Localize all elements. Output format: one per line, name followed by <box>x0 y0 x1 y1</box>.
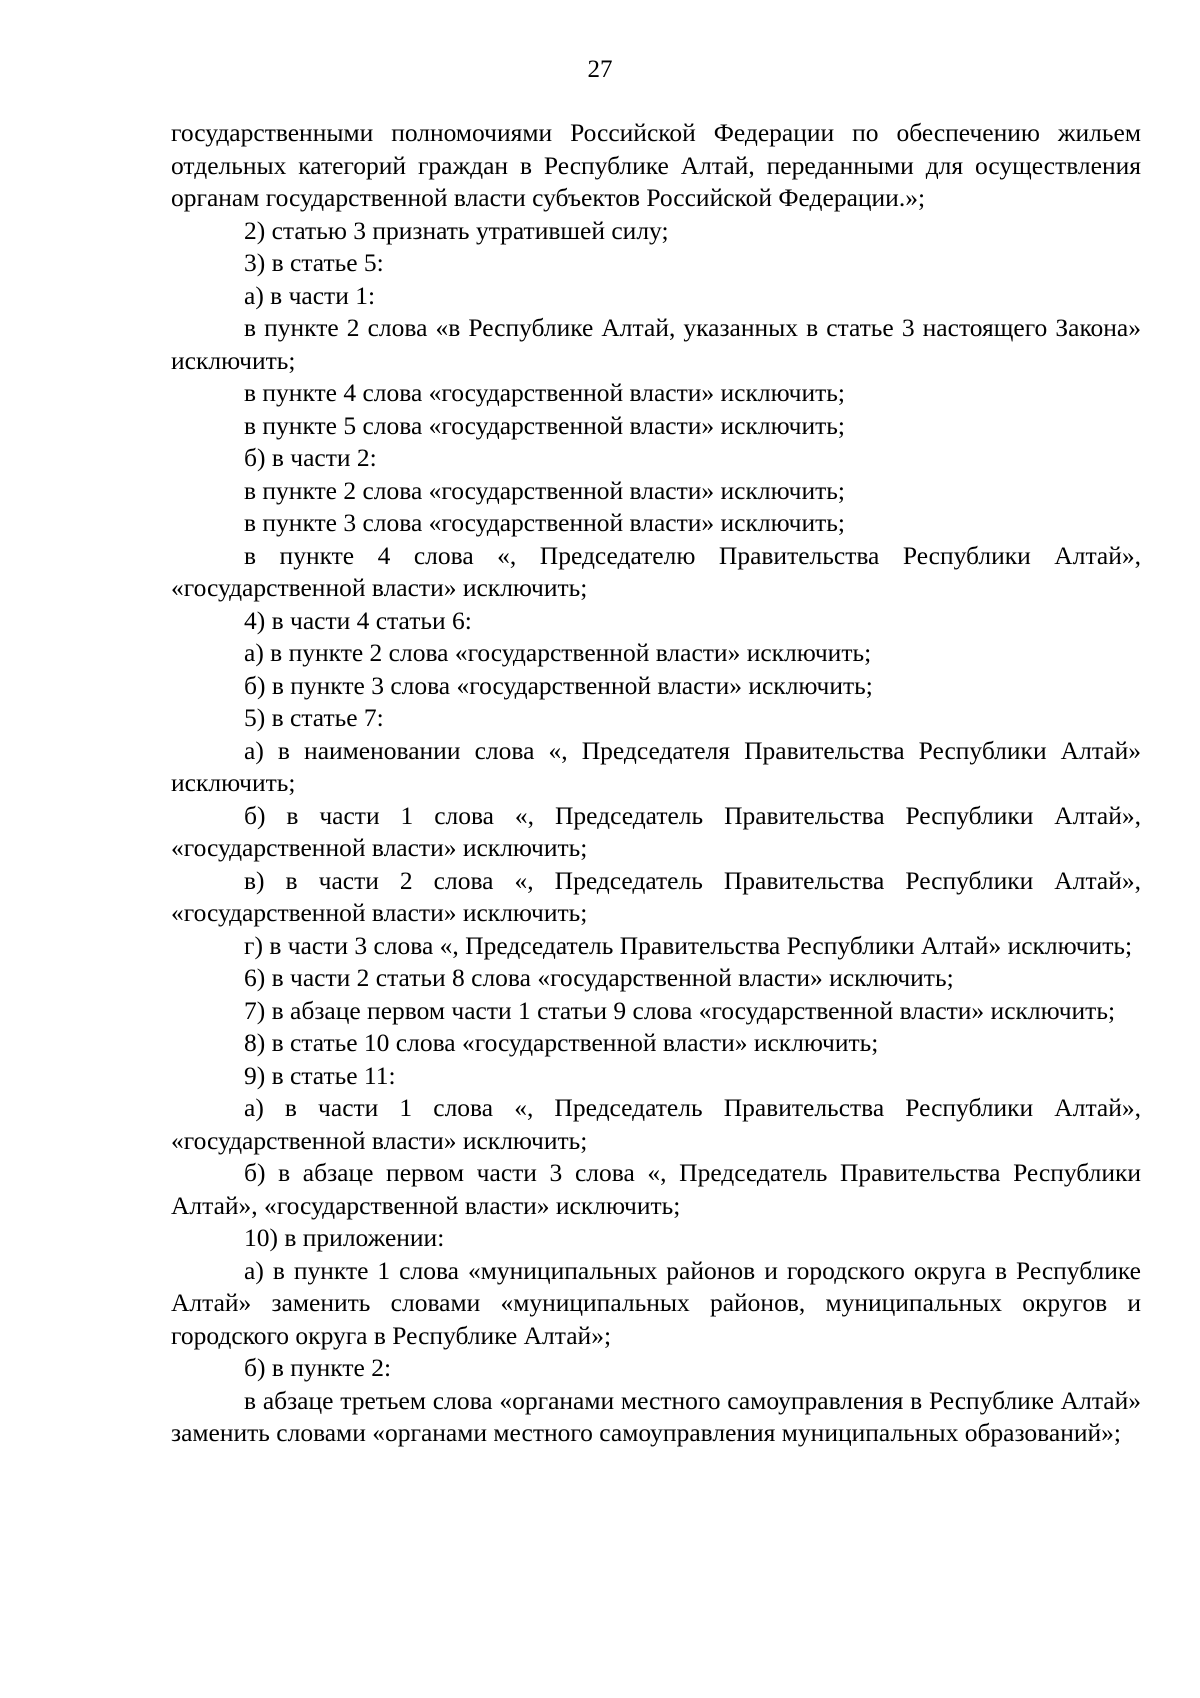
document-body <box>171 117 1141 1450</box>
paragraph-item-3a: а) в части 1: <box>244 280 376 310</box>
paragraph-item-3a-p5: в пункте 5 слова «государственной власти» исключить; <box>244 410 845 440</box>
page-number: 27 <box>587 56 613 83</box>
paragraph-item-4a: а) в пункте 2 слова «государственной власти» исключить; <box>244 638 872 667</box>
paragraph-item-9: 9) в статье 11: <box>244 1060 396 1090</box>
paragraph-item-10: 10) в приложении: <box>244 1223 445 1252</box>
paragraph-item-4: 4) в части 4 статьи 6: <box>244 605 472 635</box>
paragraph-item-2: 2) статью 3 признать утратившей силу; <box>244 215 669 245</box>
paragraph-item-10a: а) в пункте 1 слова «муниципальных районов и городского округа в Республике Алтай» заменить словами «муниципальных районов, муниципальных округов и городского округа в Республике Алтай»; <box>171 1255 1141 1350</box>
paragraph-item-5: 5) в статье 7: <box>244 703 384 732</box>
paragraph-item-9b: б) в абзаце первом части 3 слова «, Председатель Правительства Республики Алтай», «государственной власти» исключить; <box>171 1158 1141 1220</box>
paragraph-item-3b-p3: в пункте 3 слова «государственной власти» исключить; <box>244 508 845 537</box>
paragraph-item-3b: б) в части 2: <box>244 443 377 472</box>
paragraph-item-5v: в) в части 2 слова «, Председатель Правительства Республики Алтай», «государственной власти» исключить; <box>171 865 1141 927</box>
paragraph-item-3b-p2: в пункте 2 слова «государственной власти» исключить; <box>244 475 845 505</box>
paragraph-item-9a: а) в части 1 слова «, Председатель Правительства Республики Алтай», «государственной власти» исключить; <box>171 1093 1141 1155</box>
paragraph-item-6: 6) в части 2 статьи 8 слова «государственной власти» исключить; <box>244 963 954 992</box>
paragraph-item-10b-abzac3: в абзаце третьем слова «органами местного самоуправления в Республике Алтай» заменить словами «органами местного самоуправления муниципальных образований»; <box>171 1385 1141 1447</box>
paragraph-item-3a-p2: в пункте 2 слова «в Республике Алтай, указанных в статье 3 настоящего Закона» исключить; <box>171 313 1141 375</box>
paragraph-continuation: государственными полномочиями Российской Федерации по обеспечению жильем отдельных категорий граждан в Республике Алтай, переданными для осуществления органам государственной власти субъектов Российской Федерации.»; <box>171 118 1141 212</box>
paragraph-item-3b-p4: в пункте 4 слова «, Председателю Правительства Республики Алтай», «государственной власти» исключить; <box>171 540 1141 602</box>
paragraph-item-7: 7) в абзаце первом части 1 статьи 9 слова «государственной власти» исключить; <box>244 995 1116 1025</box>
paragraph-item-5g: г) в части 3 слова «, Председатель Правительства Республики Алтай» исключить; <box>244 930 1133 960</box>
paragraph-item-5b: б) в части 1 слова «, Председатель Правительства Республики Алтай», «государственной власти» исключить; <box>171 800 1141 862</box>
paragraph-item-3: 3) в статье 5: <box>244 248 384 277</box>
paragraph-item-8: 8) в статье 10 слова «государственной власти» исключить; <box>244 1028 879 1057</box>
paragraph-item-3a-p4: в пункте 4 слова «государственной власти» исключить; <box>244 378 845 407</box>
paragraph-item-10b: б) в пункте 2: <box>244 1353 392 1382</box>
paragraph-item-4b: б) в пункте 3 слова «государственной власти» исключить; <box>244 670 873 700</box>
paragraph-item-5a: а) в наименовании слова «, Председателя Правительства Республики Алтай» исключить; <box>171 735 1141 797</box>
